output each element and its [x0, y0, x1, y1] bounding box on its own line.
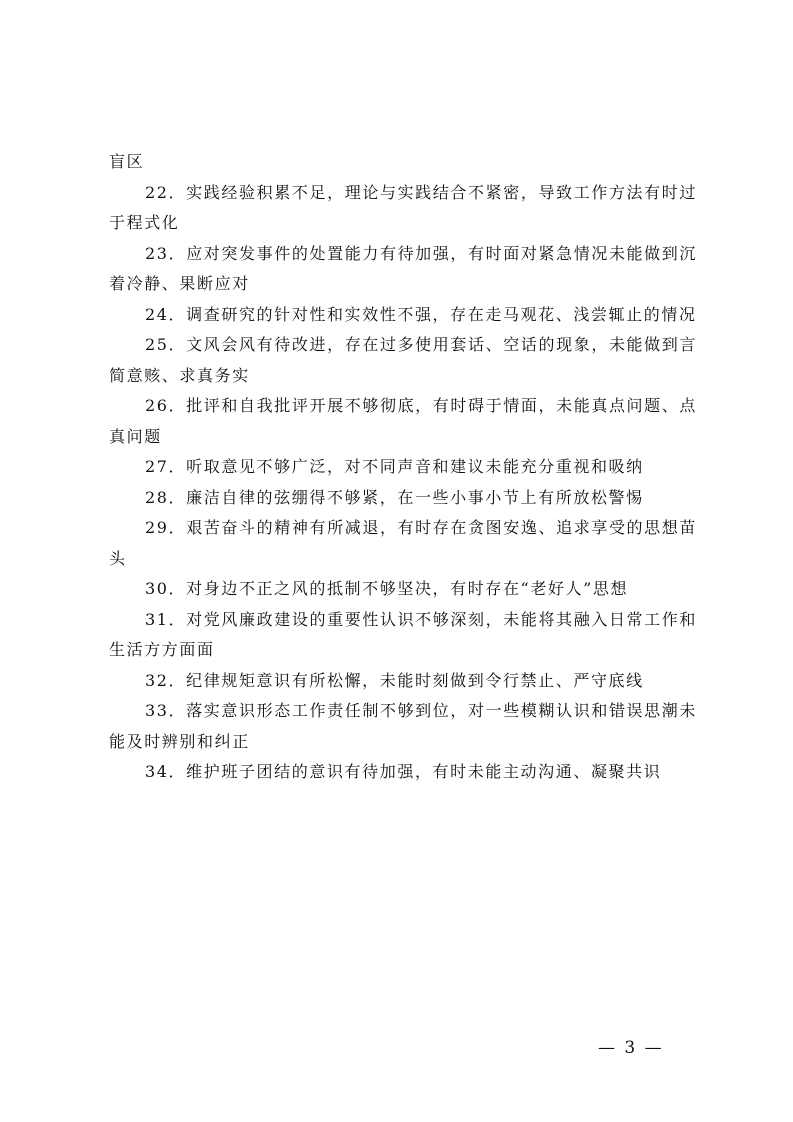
paragraph-continuation: 盲区 [109, 152, 145, 171]
list-item-27: 27．听取意见不够广泛，对不同声音和建议未能充分重视和吸纳 [145, 457, 644, 476]
list-item-29: 29．艰苦奋斗的精神有所减退，有时存在贪图安逸、追求享受的思想苗头 [109, 518, 697, 568]
list-item-24: 24．调查研究的针对性和实效性不强，存在走马观花、浅尝辄止的情况 [145, 304, 697, 324]
list-item-33: 33．落实意识形态工作责任制不够到位，对一些模糊认识和错误思潮未能及时辨别和纠正 [109, 701, 697, 751]
list-item-28: 28．廉洁自律的弦绷得不够紧，在一些小事小节上有所放松警惕 [145, 487, 644, 507]
list-item-34: 34．维护班子团结的意识有待加强，有时未能主动沟通、凝聚共识 [145, 762, 662, 781]
list-item-30: 30．对身边不正之风的抵制不够坚决，有时存在“老好人”思想 [145, 579, 629, 598]
list-item-31: 31．对党风廉政建设的重要性认识不够深刻，未能将其融入日常工作和生活方方面面 [109, 609, 697, 659]
list-item-32: 32．纪律规矩意识有所松懈，未能时刻做到令行禁止、严守底线 [145, 670, 644, 690]
list-item-26: 26．批评和自我批评开展不够彻底，有时碍于情面，未能真点问题、点真问题 [109, 396, 697, 446]
document-body [109, 147, 697, 788]
list-item-23: 23．应对突发事件的处置能力有待加强，有时面对紧急情况未能做到沉着冷静、果断应对 [109, 243, 697, 293]
list-item-25: 25．文风会风有待改进，存在过多使用套话、空话的现象，未能做到言简意赅、求真务实 [109, 335, 697, 385]
page-number: — 3 — [598, 1038, 664, 1058]
list-item-22: 22．实践经验积累不足，理论与实践结合不紧密，导致工作方法有时过于程式化 [109, 182, 697, 232]
